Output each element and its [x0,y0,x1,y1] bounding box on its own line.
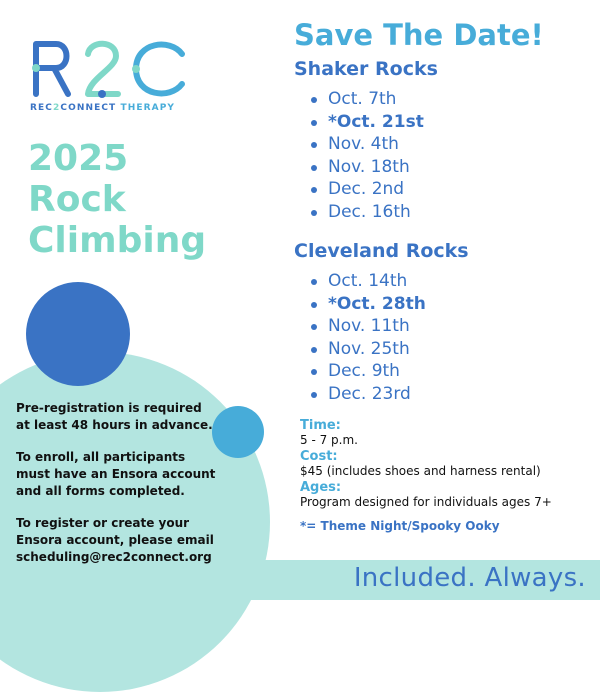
headline-year: 2025 [28,138,129,179]
cleveland-rocks-dates [310,270,426,405]
date-item: Dec. 23rd [310,383,426,406]
cleveland-rocks-title: Cleveland Rocks [294,240,469,262]
date-item: Nov. 11th [310,315,426,338]
tagline: Included. Always. [353,563,586,593]
date-item: Oct. 7th [310,88,424,111]
date-item-theme: *Oct. 21st [310,111,424,134]
headline-climbing: Climbing [28,220,207,261]
headline-rock: Rock [28,179,126,220]
date-item: Oct. 14th [310,270,426,293]
date-item: Nov. 18th [310,156,424,179]
date-item: Nov. 4th [310,133,424,156]
registration-info [16,400,216,581]
date-item: Nov. 25th [310,338,426,361]
decorative-blue-circle [26,282,130,386]
save-the-date-title: Save The Date! [294,18,544,52]
info-preregistration: Pre-registration is required at least 48 hours in advance. [16,401,213,432]
info-enroll: To enroll, all participants must have an Ensora account and all forms completed. [16,450,216,498]
decorative-cyan-circle [212,406,264,458]
time-label: Time: [300,418,341,433]
r2c-logo [30,38,190,98]
shaker-rocks-dates [310,88,424,223]
shaker-rocks-title: Shaker Rocks [294,58,438,80]
ages-label: Ages: [300,480,342,495]
date-item-theme: *Oct. 28th [310,293,426,316]
cost-label: Cost: [300,449,338,464]
info-register: To register or create your Ensora account, please email scheduling@rec2connect.org [16,516,214,564]
date-item: Dec. 9th [310,360,426,383]
theme-night-note: *= Theme Night/Spooky Ooky [300,519,500,533]
cost-value: $45 (includes shoes and harness rental) [300,464,541,478]
program-details [300,418,590,511]
headline [28,138,206,261]
date-item: Dec. 2nd [310,178,424,201]
logo-subtitle: REC2CONNECT THERAPY [30,103,176,113]
date-item: Dec. 16th [310,201,424,224]
ages-value: Program designed for individuals ages 7+ [300,495,552,509]
time-value: 5 - 7 p.m. [300,433,358,447]
